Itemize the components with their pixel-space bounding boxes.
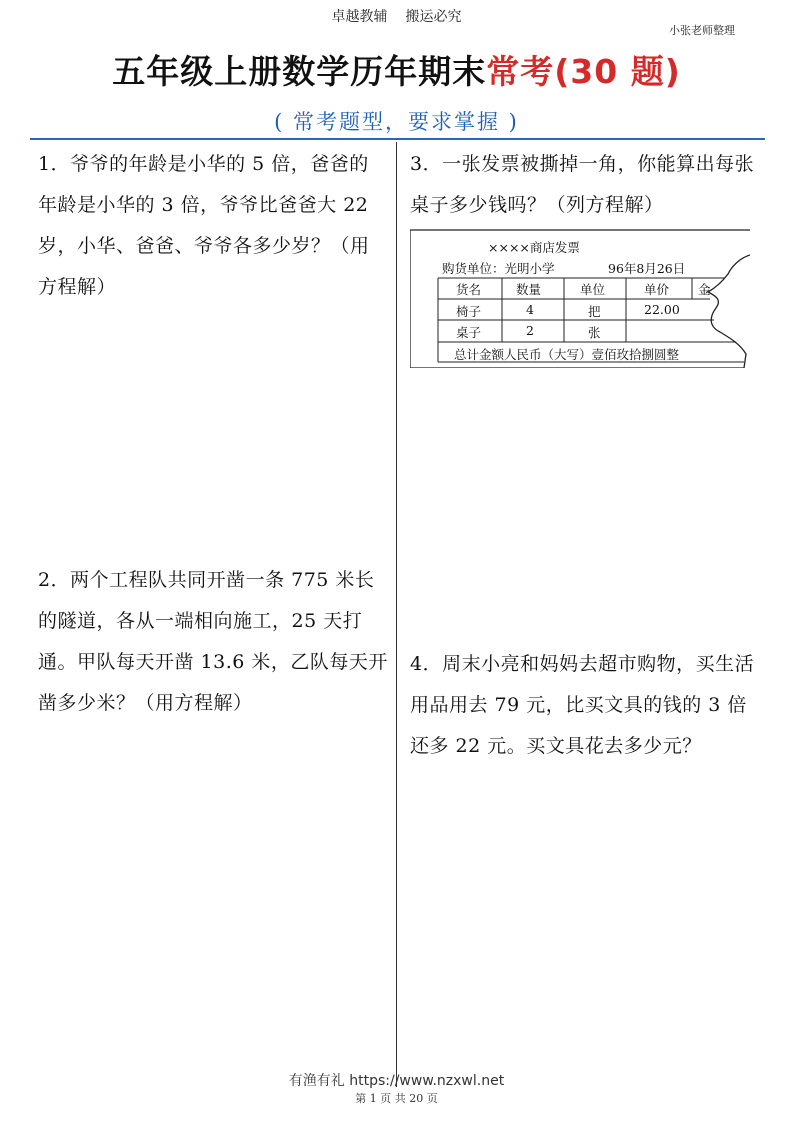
invoice-cell: 2 (526, 323, 534, 338)
question-2: 2．两个工程队共同开凿一条 775 米长的隧道，各从一端相向施工，25 天打通。甲队每天开凿 13.6 米，乙队每天开凿多少米？（用方程解） (38, 569, 388, 714)
page-number: 第 1 页 共 20 页 (355, 1092, 438, 1105)
title-rule (30, 138, 765, 140)
invoice-cell: 4 (526, 302, 534, 317)
invoice-cell: 把 (588, 304, 601, 319)
header-left-note: 卓越教辅 (331, 9, 388, 25)
page-subtitle: ( 常考题型，要求掌握 ) (274, 110, 519, 134)
page-title-accent: 常考(30 题) (486, 52, 681, 91)
invoice-cell: 椅子 (456, 304, 482, 319)
page-title-main: 五年级上册数学历年期末 (112, 52, 487, 91)
page-title (0, 46, 793, 93)
invoice-header-cell: 单位 (580, 282, 606, 297)
header-right-note: 搬运必究 (405, 9, 462, 25)
organizer-note: 小张老师整理 (669, 24, 735, 37)
invoice-cell: 张 (588, 325, 601, 340)
question-4: 4．周末小亮和妈妈去超市购物，买生活用品用去 79 元，比买文具的钱的 3 倍还多 22 元。买文具花去多少元？ (410, 653, 755, 757)
invoice-cell: 桌子 (456, 325, 482, 340)
invoice-header-cell: 数量 (516, 282, 542, 297)
torn-invoice (410, 222, 750, 368)
column-divider (396, 142, 397, 1087)
invoice-header-cell: 金 (698, 282, 711, 297)
invoice-header-cell: 单价 (644, 282, 670, 297)
question-3: 3．一张发票被撕掉一角，你能算出每张桌子多少钱吗？（列方程解） (410, 153, 755, 216)
invoice-title: ××××商店发票 (488, 240, 580, 255)
invoice-cell: 22.00 (644, 302, 680, 317)
invoice-buyer: 购货单位：光明小学 (442, 261, 555, 276)
invoice-date: 96年8月26日 (608, 261, 686, 276)
footer-site: 有渔有礼 https://www.nzxwl.net (288, 1073, 505, 1089)
invoice-total: 总计金额人民币（大写）壹佰玫拾捌圆整 (454, 347, 680, 362)
question-1: 1．爷爷的年龄是小华的 5 倍，爸爸的年龄是小华的 3 倍，爷爷比爸爸大 22 岁，小华、爸爸、爷爷各多少岁？（用方程解） (38, 153, 370, 298)
invoice-header-cell: 货名 (456, 282, 482, 297)
